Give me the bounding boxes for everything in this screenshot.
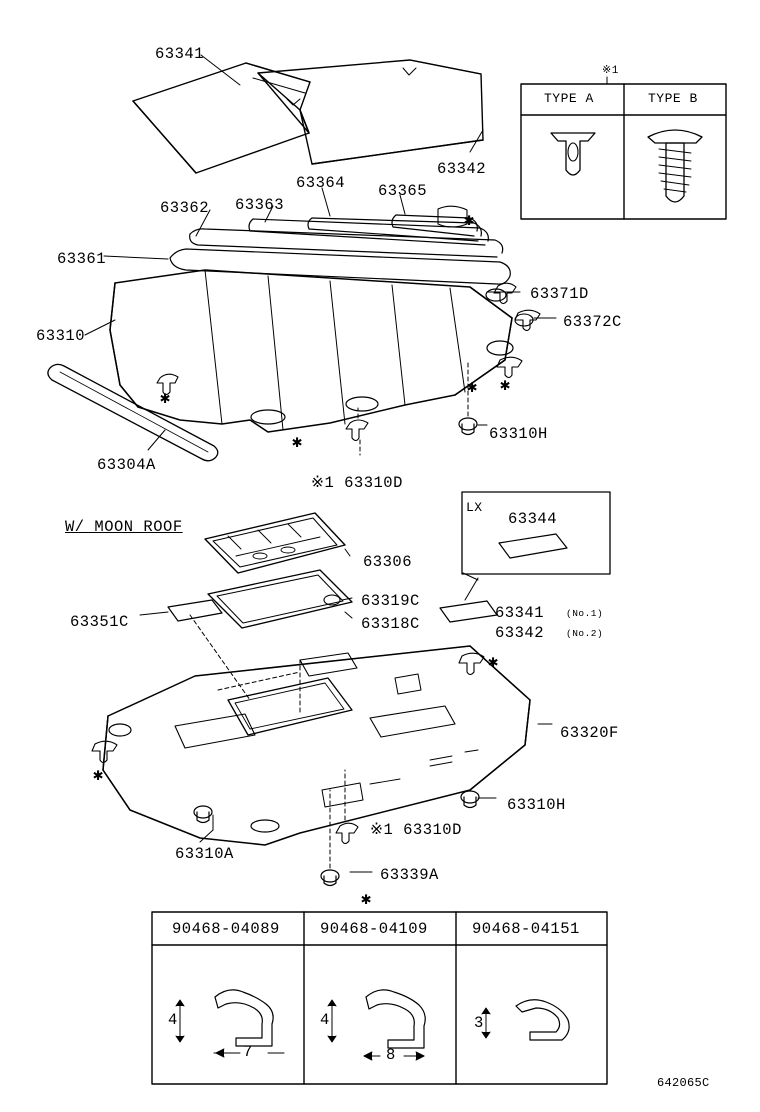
part-label-63339a: 63339A	[380, 866, 439, 884]
asterisk-marker: ✱	[160, 390, 171, 409]
part-label-63365: 63365	[378, 182, 428, 200]
part-label-63306: 63306	[363, 553, 413, 571]
part-label-63362: 63362	[160, 199, 210, 217]
part-label-63342: 63342	[437, 160, 487, 178]
asterisk-marker: ✱	[292, 434, 303, 453]
clip-dim-vertical-2: 4	[320, 1011, 330, 1029]
asterisk-marker: ✱	[467, 379, 478, 398]
asterisk-marker: ✱	[464, 212, 475, 231]
clip-dim-part-no-1: 90468-04089	[172, 920, 280, 938]
clip-dim-horizontal-1: 7	[243, 1043, 253, 1061]
part-label-63342-no2-suffix: (No.2)	[566, 628, 604, 639]
part-label-63351c: 63351C	[70, 613, 129, 631]
clip-table-col-type-b: TYPE B	[648, 91, 698, 106]
clip-dim-part-no-2: 90468-04109	[320, 920, 428, 938]
clip-dim-horizontal-2: 8	[386, 1046, 396, 1064]
clip-table-col-type-a: TYPE A	[544, 91, 594, 106]
part-label-63341-no1: 63341	[495, 604, 545, 622]
part-label-63371d: 63371D	[530, 285, 589, 303]
part-label-63341-no1-suffix: (No.1)	[566, 608, 604, 619]
part-label-63310h-2: 63310H	[507, 796, 566, 814]
clip-dim-vertical-3: 3	[474, 1014, 484, 1032]
figure-code: 642065C	[657, 1076, 710, 1090]
part-label-63310: 63310	[36, 327, 86, 345]
part-label-63320f: 63320F	[560, 724, 619, 742]
part-label-63304a: 63304A	[97, 456, 156, 474]
part-label-63310a: 63310A	[175, 845, 234, 863]
asterisk-marker: ✱	[93, 767, 104, 786]
part-label-63310d-2: ※1 63310D	[370, 821, 462, 839]
asterisk-marker: ✱	[500, 377, 511, 396]
asterisk-marker: ✱	[488, 654, 499, 673]
part-label-63344: 63344	[508, 510, 558, 528]
part-label-63310d: ※1 63310D	[311, 474, 403, 492]
part-label-63364: 63364	[296, 174, 346, 192]
part-label-63363: 63363	[235, 196, 285, 214]
section-title-moon-roof: W/ MOON ROOF	[65, 518, 183, 536]
part-label-63372c: 63372C	[563, 313, 622, 331]
part-label-63342-no2: 63342	[495, 624, 545, 642]
part-label-63318c: 63318C	[361, 615, 420, 633]
asterisk-marker: ✱	[361, 891, 372, 910]
clip-dim-part-no-3: 90468-04151	[472, 920, 580, 938]
part-label-63319c: 63319C	[361, 592, 420, 610]
clip-table-note-marker: ※1	[602, 65, 619, 77]
clip-dim-vertical-1: 4	[168, 1011, 178, 1029]
part-label-63310h: 63310H	[489, 425, 548, 443]
part-label-63361: 63361	[57, 250, 107, 268]
section-title-lx: LX	[466, 500, 483, 515]
part-label-63341: 63341	[155, 45, 205, 63]
